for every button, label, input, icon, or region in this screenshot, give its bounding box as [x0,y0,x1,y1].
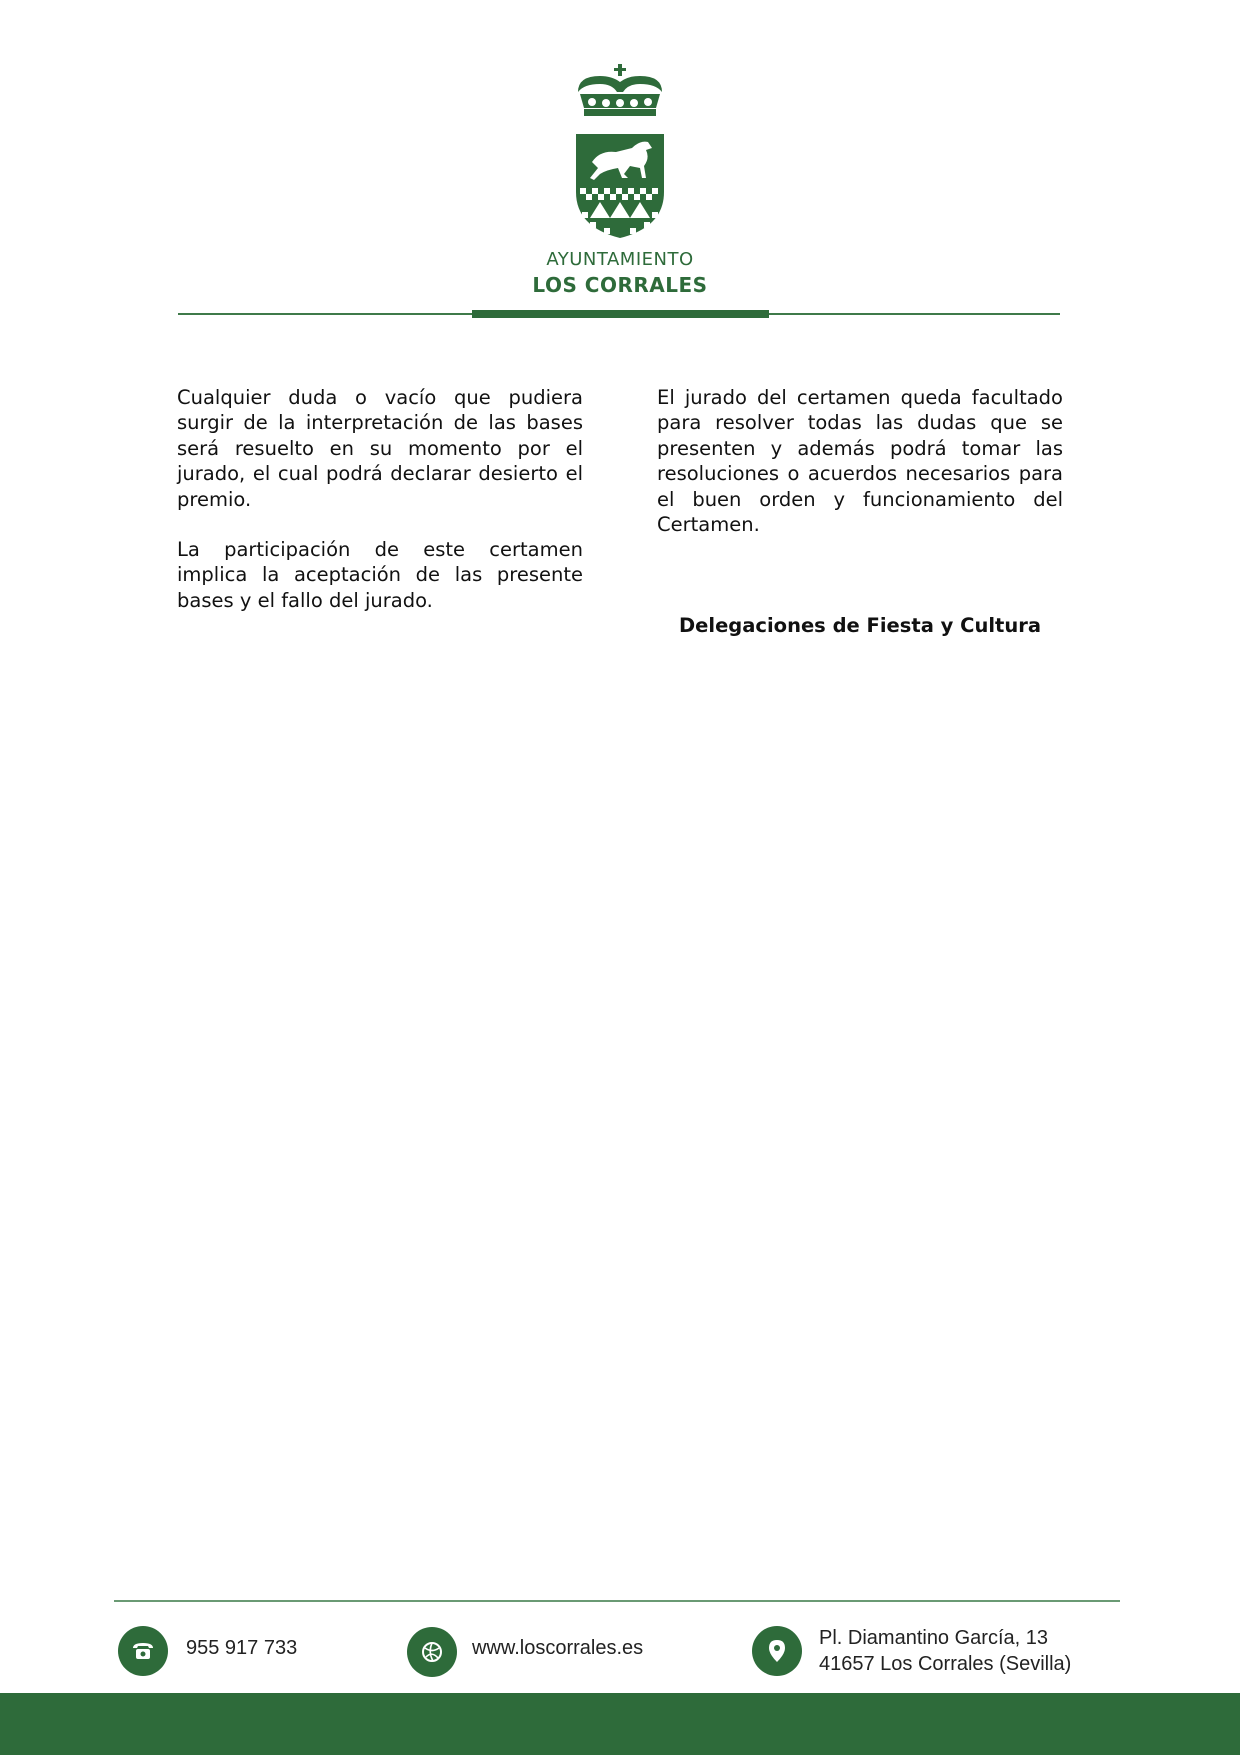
footer-bar [0,1693,1240,1755]
footer-divider [114,1600,1120,1602]
header-title-line2: LOS CORRALES [532,273,708,297]
globe-icon [407,1627,457,1677]
left-text-column [177,385,583,638]
paragraph-doubts: Cualquier duda o vacío que pudiera surgir de la interpretación de las bases será resuelto en su momento por el jurado, el cual podrá declarar desierto el premio. [177,386,583,511]
header-accent-bar [472,310,769,318]
paragraph-jury: El jurado del certamen queda facultado para resolver todas las dudas que se presenten y además podrá tomar las resoluciones o acuerdos necesarios para el buen orden y funcionamiento del Certamen. [657,386,1063,537]
footer-address-line2: 41657 Los Corrales (Sevilla) [819,1653,1072,1675]
footer-website[interactable]: www.loscorrales.es [472,1637,644,1659]
footer-address-line1: Pl. Diamantino García, 13 [819,1627,1048,1649]
right-text-column [657,385,1063,562]
paragraph-participation: La participación de este certamen implica la aceptación de las presente bases y el fallo del jurado. [177,538,583,612]
location-pin-icon [752,1626,802,1676]
coat-of-arms-logo [570,62,670,242]
footer-phone: 955 917 733 [186,1637,298,1659]
signature: Delegaciones de Fiesta y Cultura [678,614,1042,637]
phone-icon [118,1626,168,1676]
header-title-line1: AYUNTAMIENTO [546,249,694,270]
